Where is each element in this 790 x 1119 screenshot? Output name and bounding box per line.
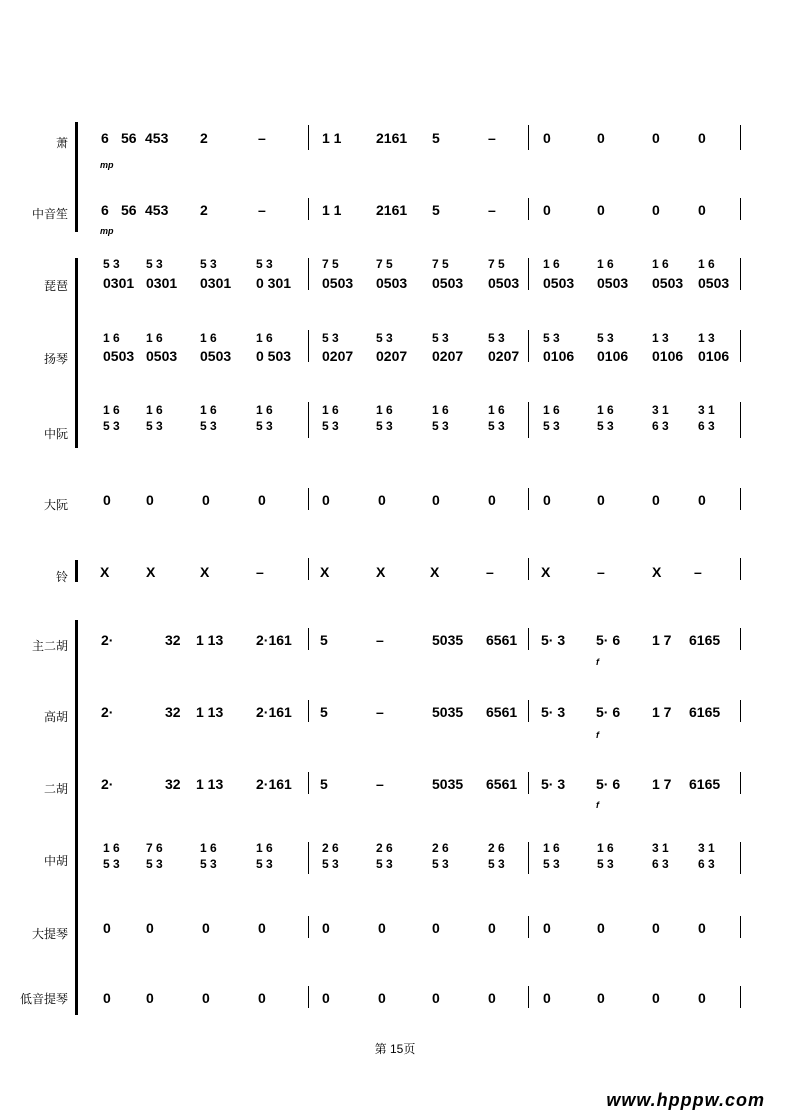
barline — [308, 402, 309, 438]
note: 5035 — [432, 632, 464, 648]
note: 1 6 — [376, 403, 393, 417]
note: 1 1 — [322, 130, 342, 146]
note: X — [541, 564, 551, 580]
instrument-label: 中胡 — [43, 854, 68, 868]
note: 5· 6 — [596, 776, 621, 792]
note: 0 — [432, 492, 440, 508]
barline — [308, 772, 309, 794]
note: 1 6 — [200, 331, 217, 345]
barline — [528, 558, 529, 580]
note: 0 — [652, 990, 660, 1006]
note: 2 — [200, 202, 208, 218]
note: X — [430, 564, 440, 580]
note: 0503 — [376, 275, 408, 291]
note: 0 — [597, 990, 605, 1006]
note: 5 3 — [200, 419, 217, 433]
note: 0 503 — [256, 348, 292, 364]
note: – — [256, 564, 264, 580]
barline — [528, 330, 529, 362]
instrument-label: 琵琶 — [43, 279, 68, 293]
note: 5 — [320, 632, 328, 648]
note: 5 3 — [543, 419, 560, 433]
note: 1 6 — [597, 841, 614, 855]
note: 0 — [597, 920, 605, 936]
note: 2· — [101, 632, 114, 648]
note: 0106 — [652, 348, 684, 364]
instrument-label: 主二胡 — [31, 639, 68, 653]
note: – — [376, 632, 384, 648]
note: 5 3 — [488, 857, 505, 871]
note: 5 3 — [597, 857, 614, 871]
note: X — [146, 564, 156, 580]
barline — [528, 916, 529, 938]
barline — [740, 772, 741, 794]
note: 1 3 — [698, 331, 715, 345]
barline — [308, 258, 309, 290]
note: 5 3 — [543, 331, 560, 345]
instrument-label: 二胡 — [43, 782, 68, 796]
note: 0 301 — [256, 275, 292, 291]
note: 0503 — [146, 348, 178, 364]
note: 0 — [488, 990, 496, 1006]
note: 453 — [145, 130, 169, 146]
barline — [308, 916, 309, 938]
note: 0 — [597, 130, 605, 146]
note: 0503 — [432, 275, 464, 291]
note: X — [652, 564, 662, 580]
barline — [528, 700, 529, 722]
note: 0 — [597, 492, 605, 508]
barline — [528, 842, 529, 874]
note: 5· 3 — [541, 776, 566, 792]
note: – — [694, 564, 702, 580]
barline — [528, 628, 529, 650]
note: 6 3 — [652, 857, 669, 871]
note: 0503 — [322, 275, 354, 291]
dynamic-f: f — [596, 657, 599, 667]
note: – — [258, 202, 266, 218]
barline — [740, 842, 741, 874]
note: 0 — [202, 990, 210, 1006]
note: 0 — [698, 990, 706, 1006]
barline — [528, 125, 529, 150]
note: 2 — [200, 130, 208, 146]
note: 1 6 — [256, 403, 273, 417]
note: 1 6 — [488, 403, 505, 417]
note: 5 3 — [256, 419, 273, 433]
note: 0 — [378, 920, 386, 936]
dynamic-mp: mp — [100, 226, 114, 236]
instrument-label: 中音笙 — [31, 207, 68, 221]
barline — [740, 488, 741, 510]
note: 0301 — [146, 275, 178, 291]
note: 1 6 — [200, 403, 217, 417]
note: 7 6 — [146, 841, 163, 855]
note: 5· 6 — [596, 704, 621, 720]
note: 0 — [322, 492, 330, 508]
note: 0 — [652, 202, 660, 218]
note: 1 6 — [698, 257, 715, 271]
note: 3 1 — [652, 841, 669, 855]
note: – — [486, 564, 494, 580]
note: 0503 — [652, 275, 684, 291]
instrument-label: 中阮 — [43, 427, 68, 441]
note: 0 — [432, 920, 440, 936]
note: 0503 — [200, 348, 232, 364]
note: 5 3 — [322, 331, 339, 345]
note: 3 1 — [698, 403, 715, 417]
note: 1 6 — [200, 841, 217, 855]
note: 2· — [101, 776, 114, 792]
barline — [740, 402, 741, 438]
note: 5 3 — [322, 419, 339, 433]
note: 6 — [101, 130, 109, 146]
note: 2 6 — [488, 841, 505, 855]
note: 5 3 — [200, 857, 217, 871]
note: 2161 — [376, 130, 408, 146]
barline — [308, 700, 309, 722]
system-bracket — [75, 122, 82, 232]
barline — [308, 628, 309, 650]
note: 5 3 — [200, 257, 217, 271]
note: 1 3 — [652, 331, 669, 345]
note: 2·161 — [256, 632, 292, 648]
note: – — [488, 130, 496, 146]
note: 0207 — [488, 348, 520, 364]
note: 6 3 — [698, 857, 715, 871]
note: 1 6 — [597, 257, 614, 271]
note: 7 5 — [488, 257, 505, 271]
barline — [308, 558, 309, 580]
barline — [528, 986, 529, 1008]
note: 5· 6 — [596, 632, 621, 648]
note: 1 6 — [256, 331, 273, 345]
barline — [740, 700, 741, 722]
note: 5 3 — [376, 419, 393, 433]
note: 0 — [202, 920, 210, 936]
note: 453 — [145, 202, 169, 218]
instrument-label: 大阮 — [43, 498, 68, 512]
note: 32 — [165, 704, 181, 720]
note: 6165 — [689, 632, 721, 648]
note: 1 1 — [322, 202, 342, 218]
note: 0 — [322, 990, 330, 1006]
system-bracket — [75, 620, 82, 1015]
note: 5035 — [432, 776, 464, 792]
note: 5 3 — [488, 331, 505, 345]
note: 5035 — [432, 704, 464, 720]
note: 0 — [488, 920, 496, 936]
note: 0 — [103, 492, 111, 508]
note: 5 3 — [597, 331, 614, 345]
barline — [740, 125, 741, 150]
note: – — [376, 776, 384, 792]
note: 1 13 — [196, 632, 224, 648]
barline — [528, 488, 529, 510]
note: 56 — [121, 202, 137, 218]
note: 0 — [543, 920, 551, 936]
note: 0207 — [432, 348, 464, 364]
note: 0 — [202, 492, 210, 508]
note: 5 3 — [103, 257, 120, 271]
note: 0 — [258, 920, 266, 936]
note: 0 — [698, 202, 706, 218]
note: X — [376, 564, 386, 580]
note: 0 — [543, 990, 551, 1006]
note: 6561 — [486, 704, 518, 720]
note: 2 6 — [432, 841, 449, 855]
instrument-label: 萧 — [55, 136, 68, 150]
note: 0 — [652, 920, 660, 936]
note: 5 3 — [432, 331, 449, 345]
note: 5 3 — [432, 857, 449, 871]
note: 5 — [432, 130, 440, 146]
note: – — [597, 564, 605, 580]
website-watermark: www.hpppw.com — [606, 1090, 765, 1110]
note: 1 6 — [543, 403, 560, 417]
note: 5 3 — [146, 857, 163, 871]
barline — [528, 258, 529, 290]
note: 2· — [101, 704, 114, 720]
note: 1 7 — [652, 632, 672, 648]
instrument-label: 低音提琴 — [19, 992, 68, 1006]
instrument-label: 铃 — [55, 570, 68, 584]
note: 3 1 — [698, 841, 715, 855]
note: 5 3 — [543, 857, 560, 871]
note: 1 6 — [146, 331, 163, 345]
note: 0207 — [322, 348, 354, 364]
note: 5 3 — [432, 419, 449, 433]
note: 0 — [322, 920, 330, 936]
note: 0 — [146, 990, 154, 1006]
note: 32 — [165, 776, 181, 792]
note: 0 — [652, 492, 660, 508]
note: 5 3 — [376, 857, 393, 871]
note: 3 1 — [652, 403, 669, 417]
note: 5 3 — [103, 419, 120, 433]
note: 0503 — [488, 275, 520, 291]
barline — [308, 842, 309, 874]
note: 2 6 — [376, 841, 393, 855]
dynamic-f: f — [596, 800, 599, 810]
note: – — [488, 202, 496, 218]
note: 0106 — [543, 348, 575, 364]
note: 0 — [432, 990, 440, 1006]
note: 5 3 — [597, 419, 614, 433]
barline — [740, 330, 741, 362]
note: 0503 — [103, 348, 135, 364]
barline — [308, 198, 309, 220]
note: 0 — [698, 130, 706, 146]
note: 0106 — [597, 348, 629, 364]
note: 0 — [146, 492, 154, 508]
dynamic-f: f — [596, 730, 599, 740]
note: 2·161 — [256, 776, 292, 792]
note: 5· 3 — [541, 704, 566, 720]
barline — [740, 558, 741, 580]
note: 0207 — [376, 348, 408, 364]
note: 1 6 — [103, 841, 120, 855]
note: – — [376, 704, 384, 720]
note: 0 — [146, 920, 154, 936]
note: X — [200, 564, 210, 580]
note: X — [100, 564, 110, 580]
note: 0 — [103, 990, 111, 1006]
note: 7 5 — [376, 257, 393, 271]
note: 0503 — [698, 275, 730, 291]
barline — [528, 402, 529, 438]
note: – — [258, 130, 266, 146]
note: 0 — [543, 202, 551, 218]
note: 1 7 — [652, 776, 672, 792]
note: 5 3 — [256, 857, 273, 871]
note: 32 — [165, 632, 181, 648]
note: 1 6 — [256, 841, 273, 855]
dynamic-mp: mp — [100, 160, 114, 170]
note: 5 — [432, 202, 440, 218]
note: 1 6 — [322, 403, 339, 417]
note: 1 6 — [543, 257, 560, 271]
note: 1 13 — [196, 704, 224, 720]
barline — [528, 198, 529, 220]
note: 0 — [258, 990, 266, 1006]
note: 0301 — [103, 275, 135, 291]
note: 0 — [597, 202, 605, 218]
note: 5 3 — [146, 419, 163, 433]
instrument-label: 大提琴 — [31, 927, 68, 941]
note: 7 5 — [432, 257, 449, 271]
barline — [308, 986, 309, 1008]
note: 6561 — [486, 632, 518, 648]
note: 0 — [698, 920, 706, 936]
note: 6 3 — [652, 419, 669, 433]
note: 0 — [488, 492, 496, 508]
note: 2 6 — [322, 841, 339, 855]
page-number: 第 15页 — [374, 1042, 416, 1056]
note: 0 — [543, 130, 551, 146]
note: 6 3 — [698, 419, 715, 433]
note: 7 5 — [322, 257, 339, 271]
note: 1 6 — [103, 403, 120, 417]
note: 0503 — [543, 275, 575, 291]
note: 5 3 — [488, 419, 505, 433]
note: 1 6 — [543, 841, 560, 855]
note: 1 6 — [597, 403, 614, 417]
note: 6165 — [689, 704, 721, 720]
barline — [308, 488, 309, 510]
instrument-label: 高胡 — [43, 710, 68, 724]
note: 5 — [320, 776, 328, 792]
barline — [740, 258, 741, 290]
note: 1 6 — [103, 331, 120, 345]
barline — [308, 125, 309, 150]
note: 1 13 — [196, 776, 224, 792]
note: 0 — [258, 492, 266, 508]
barline — [308, 330, 309, 362]
note: 1 6 — [652, 257, 669, 271]
note: 5· 3 — [541, 632, 566, 648]
system-bracket — [75, 258, 82, 448]
note: 2161 — [376, 202, 408, 218]
system-bracket — [75, 560, 82, 582]
barline — [740, 628, 741, 650]
note: 1 6 — [146, 403, 163, 417]
note: 5 3 — [376, 331, 393, 345]
barline — [740, 198, 741, 220]
note: 6165 — [689, 776, 721, 792]
note: 5 3 — [256, 257, 273, 271]
instrument-label: 扬琴 — [43, 352, 68, 366]
note: 6561 — [486, 776, 518, 792]
note: 56 — [121, 130, 137, 146]
note: 0106 — [698, 348, 730, 364]
barline — [740, 916, 741, 938]
note: 0503 — [597, 275, 629, 291]
note: 0 — [378, 990, 386, 1006]
note: 6 — [101, 202, 109, 218]
note: 0 — [543, 492, 551, 508]
note: 2·161 — [256, 704, 292, 720]
note: 5 — [320, 704, 328, 720]
note: 1 6 — [432, 403, 449, 417]
note: 0 — [378, 492, 386, 508]
note: 5 3 — [103, 857, 120, 871]
barline — [528, 772, 529, 794]
note: 0 — [103, 920, 111, 936]
note: 1 7 — [652, 704, 672, 720]
note: X — [320, 564, 330, 580]
note: 5 3 — [146, 257, 163, 271]
note: 0 — [652, 130, 660, 146]
barline — [740, 986, 741, 1008]
note: 0 — [698, 492, 706, 508]
note: 0301 — [200, 275, 232, 291]
note: 5 3 — [322, 857, 339, 871]
